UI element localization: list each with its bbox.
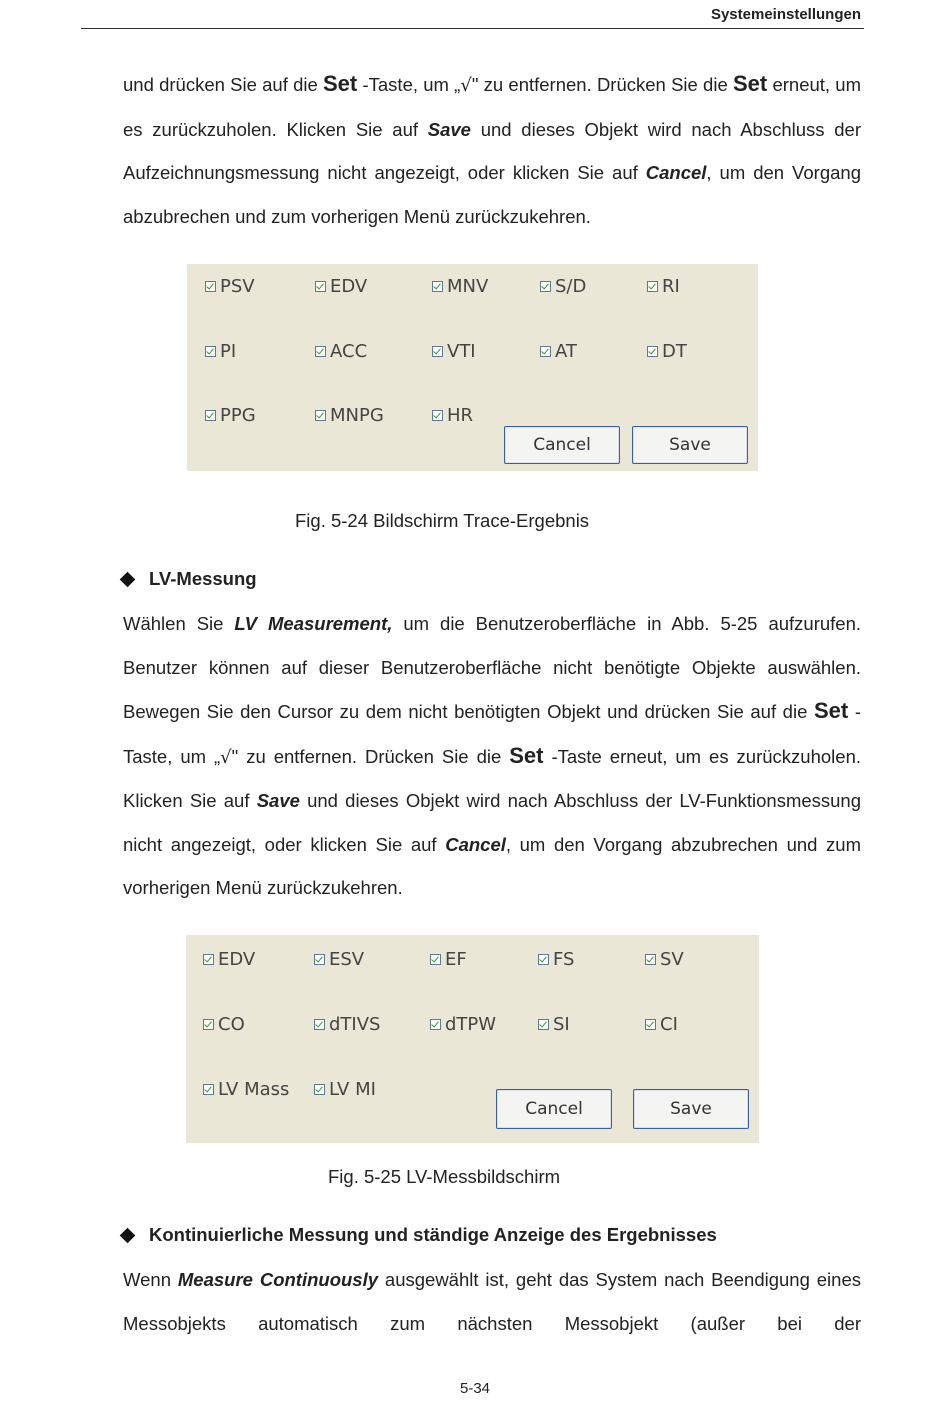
figure-caption: Fig. 5-24 Bildschirm Trace-Ergebnis <box>295 510 590 531</box>
option-edv[interactable]: EDV <box>315 276 367 297</box>
option-ppg[interactable]: PPG <box>205 405 256 426</box>
option-ef[interactable]: EF <box>430 949 467 970</box>
option-lv-mi[interactable]: LV MI <box>314 1079 376 1100</box>
checkbox-checked-icon[interactable] <box>432 346 443 357</box>
option-dtivs[interactable]: dTIVS <box>314 1014 380 1035</box>
option-ci[interactable]: CI <box>645 1014 678 1035</box>
checkbox-checked-icon[interactable] <box>315 346 326 357</box>
checkbox-checked-icon[interactable] <box>647 346 658 357</box>
checkbox-checked-icon[interactable] <box>203 1019 214 1030</box>
checkbox-checked-icon[interactable] <box>314 1084 325 1095</box>
option-ri[interactable]: RI <box>647 276 680 297</box>
option-dt[interactable]: DT <box>647 341 687 362</box>
lv-paragraph: Wählen Sie LV Measurement, um die Benutzeroberfläche in Abb. 5-25 aufzurufen. Benutzer können auf dieser Benutzeroberfläche nicht benötigte Objekte auswählen. Bewegen Sie den Cursor zu dem nicht benötigten Objekt und drücken Sie auf die Set -Taste, um „√" zu entfernen. Drücken Sie die Set -Taste erneut, um es zurückzuholen. Klicken Sie auf Save und dieses Objekt wird nach Abschluss der LV-Funktionsmessung nicht angezeigt, oder klicken Sie auf Cancel, um den Vorgang abzubrechen und zum vorherigen Menü zurückzukehren. <box>123 613 862 898</box>
option-mnv[interactable]: MNV <box>432 276 488 297</box>
intro-paragraph: und drücken Sie auf die Set -Taste, um „√" zu entfernen. Drücken Sie die Set erneut, um es zurückzuholen. Klicken Sie auf Save und dieses Objekt wird nach Abschluss der Aufzeichnungsmessung nicht angezeigt, oder klicken Sie auf Cancel, um den Vorgang abzubrechen und zum vorherigen Menü zurückzukehren. <box>123 71 862 227</box>
option-si[interactable]: SI <box>538 1014 570 1035</box>
option-mnpg[interactable]: MNPG <box>315 405 384 426</box>
option-vti[interactable]: VTI <box>432 341 476 362</box>
option-dtpw[interactable]: dTPW <box>430 1014 496 1035</box>
option-esv[interactable]: ESV <box>314 949 364 970</box>
checkbox-checked-icon[interactable] <box>540 281 551 292</box>
checkbox-checked-icon[interactable] <box>645 1019 656 1030</box>
option-edv[interactable]: EDV <box>203 949 255 970</box>
checkbox-checked-icon[interactable] <box>205 410 216 421</box>
header-rule <box>81 28 864 29</box>
option-sd[interactable]: S/D <box>540 276 586 297</box>
running-header: Systemeinstellungen <box>710 6 861 23</box>
checkbox-checked-icon[interactable] <box>315 410 326 421</box>
cancel-button[interactable]: Cancel <box>496 1089 612 1129</box>
checkbox-checked-icon[interactable] <box>203 954 214 965</box>
option-psv[interactable]: PSV <box>205 276 255 297</box>
checkbox-checked-icon[interactable] <box>315 281 326 292</box>
section-heading-continuous: Kontinuierliche Messung und ständige Anzeige des Ergebnisses <box>119 1224 717 1246</box>
checkbox-checked-icon[interactable] <box>432 281 443 292</box>
figure-caption: Fig. 5-25 LV-Messbildschirm <box>328 1166 561 1187</box>
diamond-bullet-icon <box>120 571 136 587</box>
checkbox-checked-icon[interactable] <box>203 1084 214 1095</box>
continuous-paragraph: Wenn Measure Continuously ausgewählt ist, geht das System nach Beendigung eines Messobjekts automatisch zum nächsten Messobjekt (außer bei der <box>123 1269 861 1334</box>
option-hr[interactable]: HR <box>432 405 473 426</box>
option-at[interactable]: AT <box>540 341 577 362</box>
checkbox-checked-icon[interactable] <box>314 954 325 965</box>
checkbox-checked-icon[interactable] <box>314 1019 325 1030</box>
cancel-button[interactable]: Cancel <box>504 426 620 464</box>
option-co[interactable]: CO <box>203 1014 245 1035</box>
checkbox-checked-icon[interactable] <box>432 410 443 421</box>
trace-result-panel <box>187 264 758 471</box>
checkbox-checked-icon[interactable] <box>540 346 551 357</box>
checkbox-checked-icon[interactable] <box>538 954 549 965</box>
lv-measurement-panel <box>186 935 759 1143</box>
diamond-bullet-icon <box>120 1227 136 1243</box>
page-number: 5-34 <box>459 1380 491 1397</box>
checkbox-checked-icon[interactable] <box>645 954 656 965</box>
option-sv[interactable]: SV <box>645 949 684 970</box>
checkbox-checked-icon[interactable] <box>205 281 216 292</box>
checkbox-checked-icon[interactable] <box>430 954 441 965</box>
save-button[interactable]: Save <box>633 1089 749 1129</box>
checkbox-checked-icon[interactable] <box>205 346 216 357</box>
option-acc[interactable]: ACC <box>315 341 367 362</box>
option-pi[interactable]: PI <box>205 341 236 362</box>
checkbox-checked-icon[interactable] <box>430 1019 441 1030</box>
checkbox-checked-icon[interactable] <box>647 281 658 292</box>
section-heading-lv: LV-Messung <box>119 568 257 590</box>
option-fs[interactable]: FS <box>538 949 574 970</box>
checkbox-checked-icon[interactable] <box>538 1019 549 1030</box>
option-lv-mass[interactable]: LV Mass <box>203 1079 289 1100</box>
save-button[interactable]: Save <box>632 426 748 464</box>
